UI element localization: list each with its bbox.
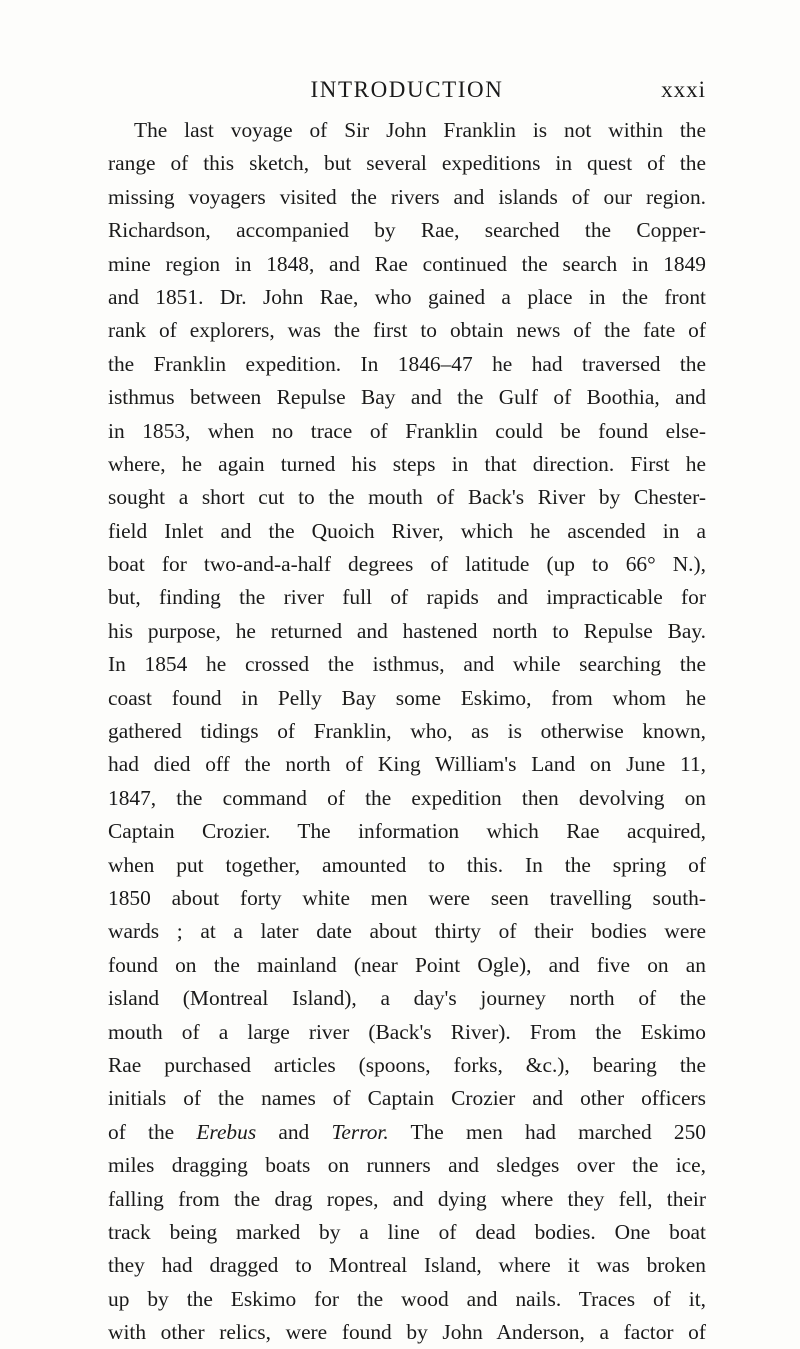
text-line: mouth of a large river (Back's River). From the Eskimo	[108, 1019, 706, 1044]
text-line: his purpose, he returned and hastened north to Repulse Bay.	[108, 618, 706, 643]
text-fragment: of the	[108, 1119, 175, 1144]
text-line: and 1851. Dr. John Rae, who gained a place in the front	[108, 284, 706, 309]
text-line: when put together, amounted to this. In the spring of	[108, 852, 706, 877]
text-line: coast found in Pelly Bay some Eskimo, from whom he	[108, 685, 706, 710]
text-line: Captain Crozier. The information which Rae acquired,	[108, 819, 706, 844]
ship-name-terror: Terror.	[331, 1119, 389, 1144]
text-line: wards ; at a later date about thirty of their bodies were	[108, 919, 706, 944]
page-number: xxxi	[661, 77, 706, 102]
text-line: The last voyage of Sir John Franklin is not within the	[134, 118, 706, 142]
text-line: field Inlet and the Quoich River, which he ascended in a	[108, 518, 706, 543]
text-line: but, finding the river full of rapids and impracticable for	[108, 585, 706, 610]
ship-name-erebus: Erebus	[196, 1119, 257, 1144]
text-line: 1847, the command of the expedition then devolving on	[108, 785, 706, 810]
text-line: isthmus between Repulse Bay and the Gulf of Boothia, and	[108, 385, 706, 410]
text-line: they had dragged to Montreal Island, where it was broken	[108, 1253, 706, 1278]
text-line: found on the mainland (near Point Ogle), and five on an	[108, 952, 706, 977]
text-line: with other relics, were found by John Anderson, a factor of	[108, 1320, 706, 1345]
text-line: 1850 about forty white men were seen travelling south-	[108, 885, 706, 910]
text-line: had died off the north of King William's Land on June 11,	[108, 752, 706, 777]
text-line: Rae purchased articles (spoons, forks, &c.), bearing the	[108, 1052, 706, 1077]
text-line: falling from the drag ropes, and dying where they fell, their	[108, 1186, 706, 1211]
text-line: In 1854 he crossed the isthmus, and while searching the	[108, 652, 706, 677]
text-line: the Franklin expedition. In 1846–47 he had traversed the	[108, 351, 706, 376]
text-line: mine region in 1848, and Rae continued the search in 1849	[108, 251, 706, 276]
text-line: boat for two-and-a-half degrees of latitude (up to 66° N.),	[108, 552, 706, 577]
text-line: sought a short cut to the mouth of Back's River by Chester-	[108, 485, 706, 510]
text-line: miles dragging boats on runners and sledges over the ice,	[108, 1153, 706, 1178]
text-line: initials of the names of Captain Crozier and other officers	[108, 1086, 706, 1111]
chapter-title: INTRODUCTION	[310, 77, 504, 102]
text-line: where, he again turned his steps in that direction. First he	[108, 451, 706, 476]
running-head	[108, 72, 706, 108]
text-line: rank of explorers, was the first to obtain news of the fate of	[108, 318, 706, 343]
text-line-ship-names	[108, 1116, 706, 1149]
text-line: range of this sketch, but several expeditions in quest of the	[108, 151, 706, 176]
text-fragment: and	[278, 1119, 310, 1144]
text-line: island (Montreal Island), a day's journey north of the	[108, 986, 706, 1011]
body-paragraph	[108, 114, 706, 1349]
text-line: track being marked by a line of dead bodies. One boat	[108, 1219, 706, 1244]
text-line: Richardson, accompanied by Rae, searched the Copper-	[108, 218, 706, 243]
text-fragment: The men had marched 250	[410, 1119, 706, 1144]
text-line: missing voyagers visited the rivers and islands of our region.	[108, 184, 706, 209]
text-line: up by the Eskimo for the wood and nails. Traces of it,	[108, 1286, 706, 1311]
text-line: gathered tidings of Franklin, who, as is otherwise known,	[108, 719, 706, 744]
text-line: in 1853, when no trace of Franklin could be found else-	[108, 418, 706, 443]
